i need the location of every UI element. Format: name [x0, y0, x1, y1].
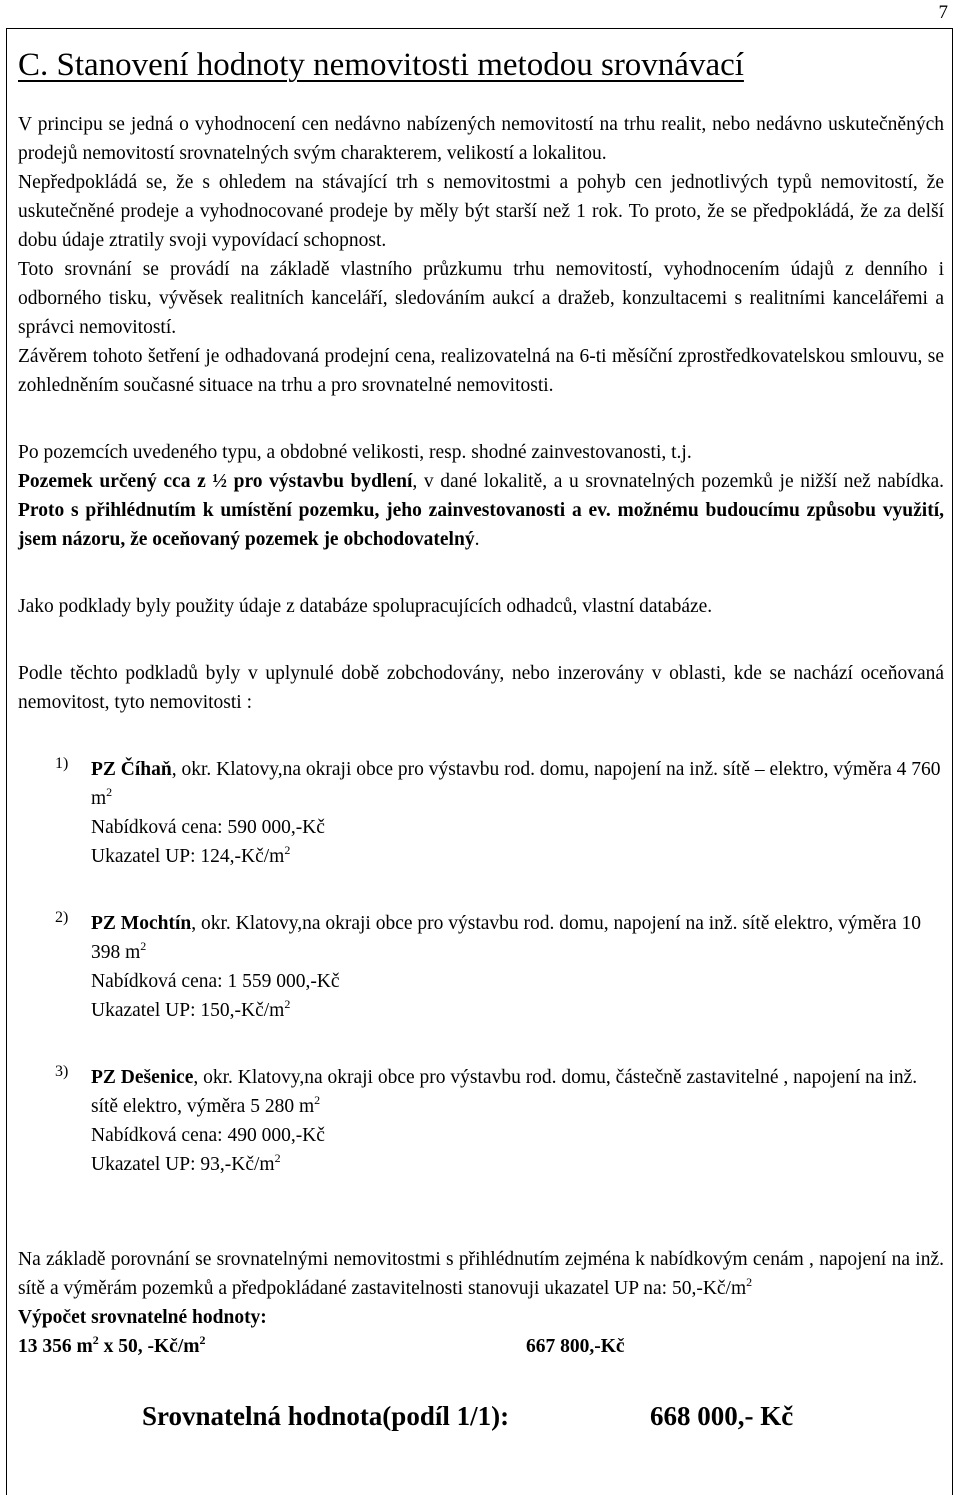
superscript: 2 [140, 938, 147, 953]
listing-description: , okr. Klatovy,na okraji obce pro výstavbu rod. domu, částečně zastavitelné , napojení na inž. sítě elektro, výměra 5 280 m [91, 1066, 918, 1117]
listing-number: 1) [55, 754, 69, 772]
document-body [18, 46, 944, 1441]
intro-paragraph-1: V principu se jedná o vyhodnocení cen nedávno nabízených nemovitostí na trhu realit, nebo nedávno uskutečněných prodejů nemovitostí srovnatelných svým charakterem, velikostí a lokalitou. [18, 113, 944, 164]
listing-up: Ukazatel UP: 150,-Kč/m [91, 999, 285, 1021]
calc-heading [18, 1303, 944, 1332]
land-line-1: Po pozemcích uvedeného typu, a obdobné velikosti, resp. shodné zainvestovanosti, t.j. [18, 441, 692, 463]
final-value-row [18, 1401, 944, 1441]
listing-prefix: PZ [91, 758, 116, 780]
page-number: 7 [938, 2, 948, 23]
listing-name: Číhaň [120, 758, 172, 780]
listing-number: 2) [55, 908, 69, 926]
listing-description: , okr. Klatovy,na okraji obce pro výstavbu rod. domu, napojení na inž. sítě – elektro, výměra 4 760 m [91, 758, 941, 809]
land-paragraph [18, 438, 944, 554]
listing-item [18, 909, 944, 1025]
listing-item [18, 755, 944, 871]
listing-up: Ukazatel UP: 93,-Kč/m [91, 1153, 275, 1175]
superscript: 2 [314, 1092, 321, 1107]
intro-paragraph-4: Závěrem tohoto šetření je odhadovaná prodejní cena, realizovatelná na 6-ti měsíční zprostředkovatelskou smlouvu, se zohledněním současné situace na trhu a pro srovnatelné nemovitosti. [18, 345, 944, 396]
superscript: 2 [92, 1332, 99, 1347]
listing-prefix: PZ [91, 1066, 116, 1088]
calc-area: 13 356 m [18, 1335, 93, 1357]
podle-paragraph: Podle těchto podkladů byly v uplynulé době zobchodovány, nebo inzerovány v oblasti, kde se nachází oceňovaná nemovitost, tyto nemovitosti : [18, 662, 944, 713]
final-value: 668 000,- Kč [650, 1400, 794, 1431]
listing-name: Mochtín [120, 912, 192, 934]
listing-offer: Nabídková cena: 1 559 000,-Kč [91, 970, 340, 992]
listing-prefix: PZ [91, 912, 116, 934]
calc-result: 667 800,-Kč [526, 1335, 625, 1357]
sources-paragraph: Jako podklady byly použity údaje z databáze spolupracujících odhadců, vlastní databáze. [18, 595, 713, 617]
land-bold-1: Pozemek určený cca z ½ pro výstavbu bydlení [18, 470, 413, 492]
listing-offer: Nabídková cena: 490 000,-Kč [91, 1124, 325, 1146]
calc-heading-text: Výpočet srovnatelné hodnoty: [18, 1306, 267, 1328]
superscript: 2 [746, 1274, 753, 1289]
calc-rate: x 50, -Kč/m [98, 1335, 200, 1357]
superscript: 2 [274, 1150, 281, 1165]
superscript: 2 [106, 784, 113, 799]
listing-item [18, 1063, 944, 1179]
listing-name: Dešenice [120, 1066, 194, 1088]
calc-row [18, 1332, 944, 1361]
final-label: Srovnatelná hodnota(podíl 1/1): [142, 1400, 510, 1431]
intro-paragraph-2: Nepředpokládá se, že s ohledem na stávající trh s nemovitostmi a pohyb cen jednotlivých typů nemovitostí, že uskutečněné prodeje a vyhodnocované prodeje by měly být starší než 1 rok. To proto, že se předpokládá, že za delší dobu údaje ztratily svoji vypovídací schopnost. [18, 171, 944, 251]
conclusion-text: Na základě porovnání se srovnatelnými nemovitostmi s přihlédnutím zejména k nabídkovým cenám , napojení na inž. sítě a výměrám pozemků a předpokládané zastavitelnosti stanovuji ukazatel UP na: 50,-Kč/m [18, 1248, 944, 1299]
superscript: 2 [284, 996, 291, 1011]
listing-number: 3) [55, 1062, 69, 1080]
superscript: 2 [284, 842, 291, 857]
listing-description: , okr. Klatovy,na okraji obce pro výstavbu rod. domu, napojení na inž. sítě elektro, výměra 10 398 m [91, 912, 922, 963]
intro-paragraph-3: Toto srovnání se provádí na základě vlastního průzkumu trhu nemovitostí, vyhodnocením údajů z denního i odborného tisku, vývěsek realitních kanceláří, sledováním aukcí a dražeb, konzultacemi s realitními kancelářemi a správci nemovitostí. [18, 258, 944, 338]
calc-expression [18, 1332, 205, 1361]
listing-offer: Nabídková cena: 590 000,-Kč [91, 816, 325, 838]
land-bold-2: Proto s přihlédnutím k umístění pozemku, jeho zainvestovanosti a ev. možnému budoucímu způsobu využití, jsem názoru, že oceňovaný pozemek je obchodovatelný [18, 499, 944, 550]
conclusion-paragraph [18, 1245, 944, 1303]
listing-up: Ukazatel UP: 124,-Kč/m [91, 845, 285, 867]
section-title: C. Stanovení hodnoty nemovitosti metodou srovnávací [18, 47, 744, 83]
land-end: . [474, 528, 480, 550]
superscript: 2 [199, 1332, 206, 1347]
land-normal-1: , v dané lokalitě, a u srovnatelných pozemků je nižší než nabídka. [412, 470, 945, 492]
